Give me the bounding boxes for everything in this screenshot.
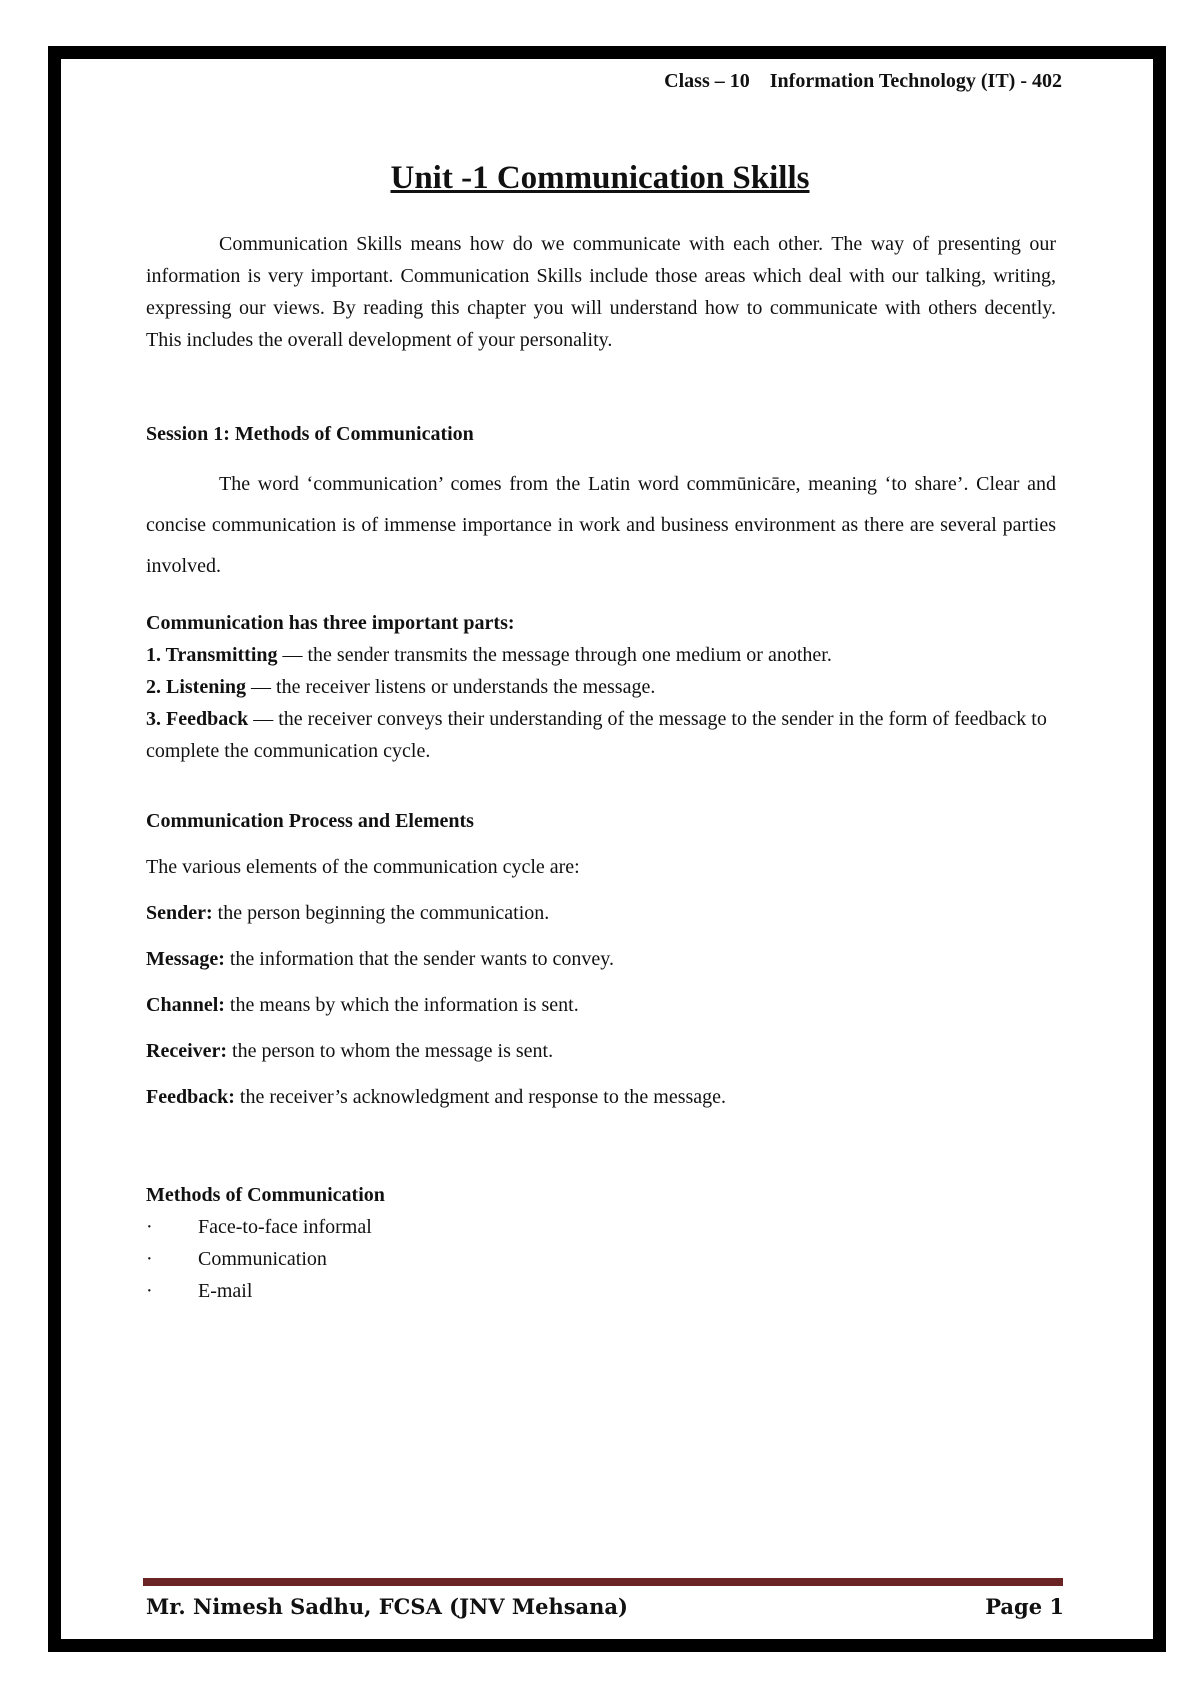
element-term: Feedback: [146, 1086, 235, 1108]
part-desc: — the sender transmits the message through one medium or another. [277, 644, 832, 666]
process-intro: The various elements of the communication cycle are: [146, 856, 580, 878]
element-item [146, 943, 1056, 975]
list-item-label: Face-to-face informal [198, 1216, 372, 1238]
part-term: 3. Feedback [146, 708, 249, 730]
list-item [146, 1275, 1056, 1307]
footer-divider [143, 1578, 1063, 1586]
list-item-label: Communication [198, 1248, 327, 1270]
session-heading: Session 1: Methods of Communication [146, 423, 474, 445]
part-item [146, 671, 1056, 703]
element-term: Sender: [146, 902, 213, 924]
part-desc: — the receiver listens or understands the message. [246, 676, 656, 698]
footer-author: Mr. Nimesh Sadhu, FCSA (JNV Mehsana) [146, 1594, 628, 1619]
list-item [146, 1243, 1056, 1275]
element-term: Channel: [146, 994, 225, 1016]
element-desc: the person to whom the message is sent. [227, 1040, 554, 1062]
list-item [146, 1211, 1056, 1243]
element-item [146, 1081, 1056, 1113]
part-item [146, 639, 1056, 671]
document-body [146, 228, 1056, 1307]
parts-heading: Communication has three important parts: [146, 612, 515, 634]
element-desc: the information that the sender wants to convey. [224, 948, 615, 970]
part-term: 2. Listening [146, 676, 247, 698]
header-subject: Information Technology (IT) - 402 [769, 70, 1062, 92]
intro-paragraph: Communication Skills means how do we communicate with each other. The way of presenting our information is very important. Communication Skills include those areas which deal with our talking, writing, expressing our views. By reading this chapter you will understand how to communicate with others decently. This includes the overall development of your personality. [146, 233, 1056, 351]
part-desc: — the receiver conveys their understanding of the message to the sender in the form of feedback to complete the communication cycle. [146, 708, 1047, 762]
bullet-icon: · [146, 1248, 153, 1270]
list-item-label: E-mail [198, 1280, 253, 1302]
methods-heading: Methods of Communication [146, 1184, 385, 1206]
element-term: Receiver: [146, 1040, 228, 1062]
page-number: Page 1 [985, 1594, 1064, 1619]
element-item [146, 989, 1056, 1021]
part-term: 1. Transmitting [146, 644, 278, 666]
element-item [146, 1035, 1056, 1067]
element-term: Message: [146, 948, 225, 970]
element-item [146, 897, 1056, 929]
bullet-icon: · [146, 1280, 153, 1302]
page-title: Unit -1 Communication Skills [390, 160, 810, 196]
element-desc: the receiver’s acknowledgment and response to the message. [234, 1086, 727, 1108]
session-paragraph: The word ‘communication’ comes from the Latin word commūnicāre, meaning ‘to share’. Clear and concise communication is of immense importance in work and business environment as there are several parties involved. [146, 473, 1056, 577]
element-desc: the person beginning the communication. [212, 902, 550, 924]
bullet-icon: · [146, 1216, 153, 1238]
part-item [146, 703, 1056, 767]
element-desc: the means by which the information is sent. [224, 994, 579, 1016]
header-class: Class – 10 [664, 70, 750, 92]
process-heading: Communication Process and Elements [146, 810, 474, 832]
page-header [664, 70, 1062, 93]
